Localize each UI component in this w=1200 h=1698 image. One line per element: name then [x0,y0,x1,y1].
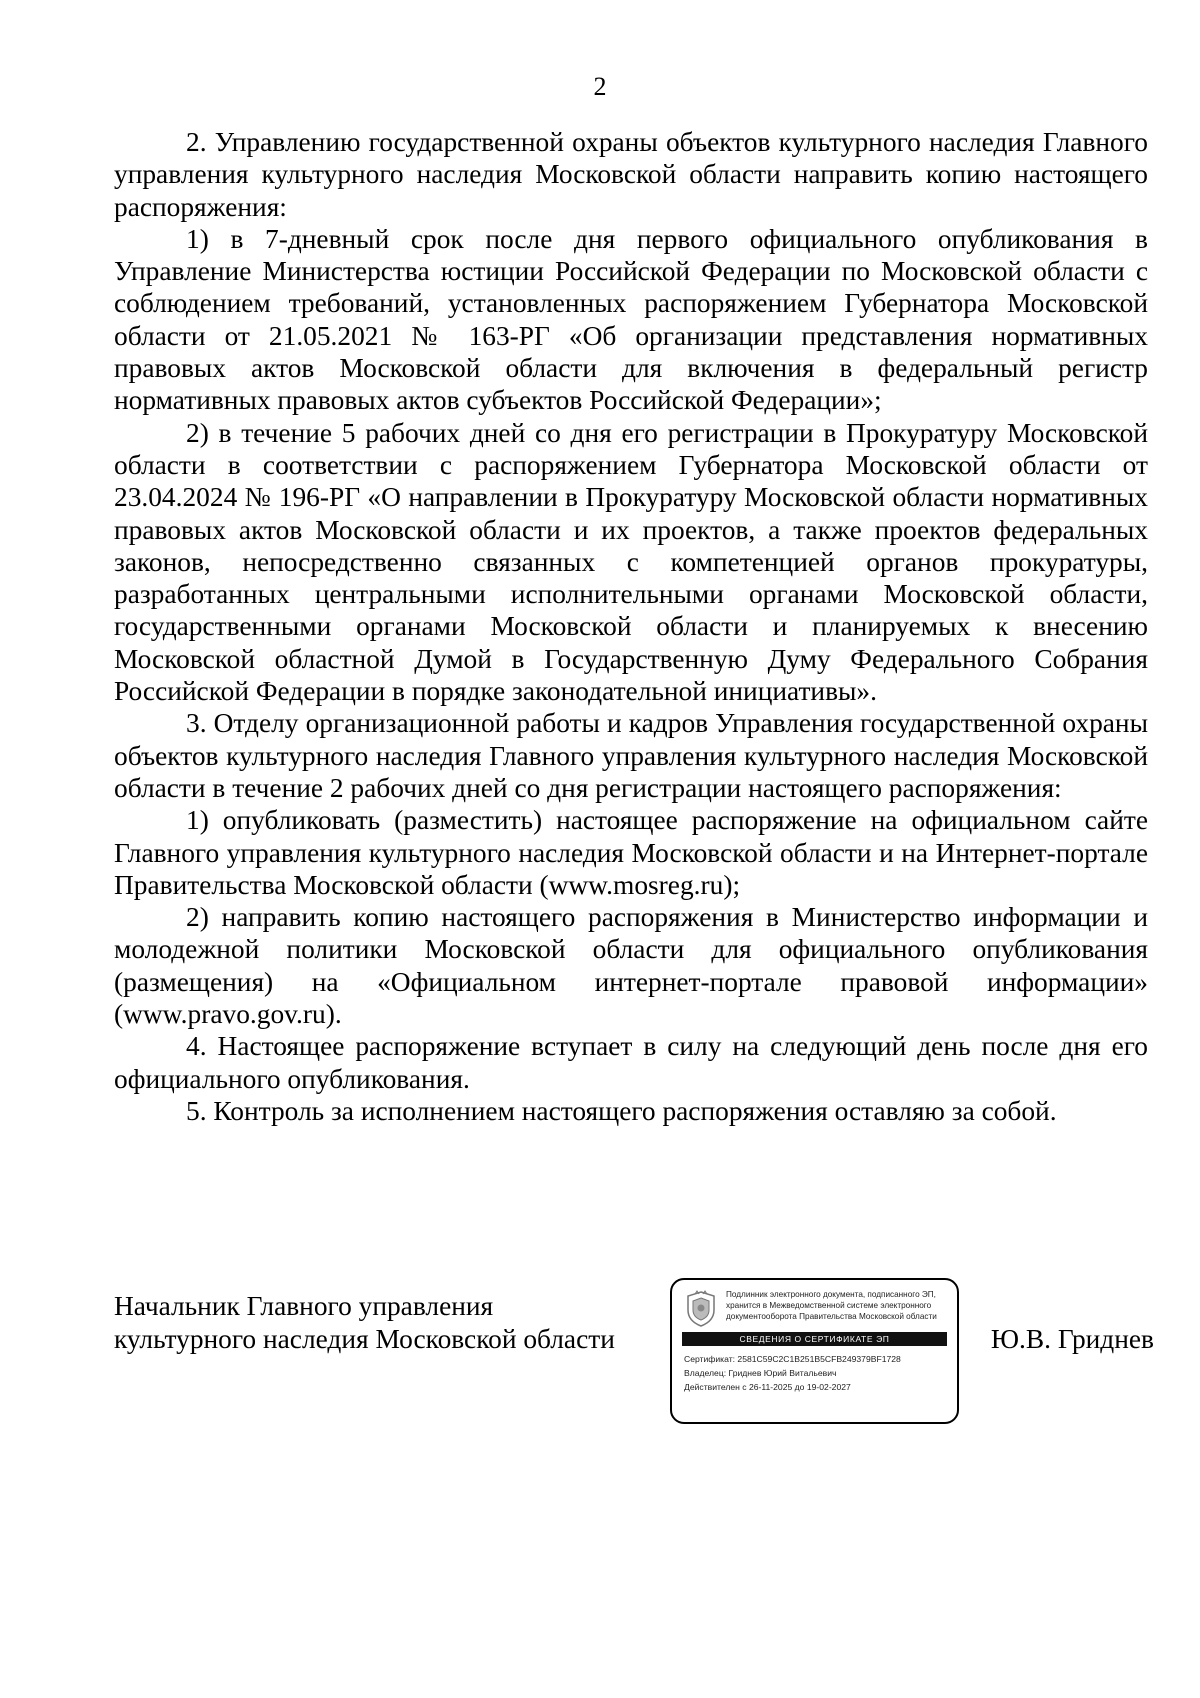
page-number: 2 [593,72,607,101]
stamp-certificate: Сертификат: 2581C59C2C1B251B5CFB249379BF1728 [684,1354,901,1364]
document-body [114,126,1148,1127]
paragraph-2-2: 2) в течение 5 рабочих дней со дня его регистрации в Прокуратуру Московской области в соответствии с распоряжением Губернатора Московской области от 23.04.2024 № 196-РГ «О направлении в Прокуратуру Московской области нормативных правовых актов Московской области и их проектов, а также проектов федеральных законов, непосредственно связанных с компетенцией органов прокуратуры, разработанных центральными исполнительными органами Московской области, государственными органами Московской области и планируемых к внесению Московской областной Думой в Государственную Думу Федерального Собрания Российской Федерации в порядке законодательной инициативы». [114,417,1148,707]
stamp-owner: Владелец: Гриднев Юрий Витальевич [684,1368,837,1378]
stamp-details [684,1352,952,1394]
stamp-validity: Действителен с 26-11-2025 до 19-02-2027 [684,1382,851,1392]
stamp-notice [726,1289,954,1322]
stamp-notice-line3: документооборота Правительства Московской области [726,1312,937,1321]
electronic-signature-stamp [670,1278,959,1424]
paragraph-3-1: 1) опубликовать (разместить) настоящее распоряжение на официальном сайте Главного управления культурного наследия Московской области и на Интернет-портале Правительства Московской области (www.mosreg.ru); [114,805,1148,900]
paragraph-2-1: 1) в 7-дневный срок после дня первого официального опубликования в Управление Министерства юстиции Российской Федерации по Московской области с соблюдением требований, установленных распоряжением Губернатора Московской области от 21.05.2021 № 163-РГ «Об организации представления нормативных правовых актов Московской области для включения в федеральный регистр нормативных правовых актов субъектов Российской Федерации»; [114,223,1148,416]
paragraph-5: 5. Контроль за исполнением настоящего распоряжения оставляю за собой. [186,1095,1057,1126]
stamp-notice-line2: хранится в Межведомственной системе электронного [726,1301,932,1310]
paragraph-3-2: 2) направить копию настоящего распоряжения в Министерство информации и молодежной политики Московской области для официального опубликования (размещения) на «Официальном интернет-портале правовой информации» (www.pravo.gov.ru). [114,902,1148,1030]
signatory-position [114,1290,615,1356]
paragraph-4: 4. Настоящее распоряжение вступает в силу на следующий день после дня его официального опубликования. [114,1031,1148,1094]
paragraph-2: 2. Управлению государственной охраны объектов культурного наследия Главного управления культурного наследия Московской области направить копию настоящего распоряжения: [114,127,1148,222]
stamp-notice-line1: Подлинник электронного документа, подписанного ЭП, [726,1290,936,1299]
signature-block [114,1290,1154,1430]
paragraph-3: 3. Отделу организационной работы и кадров Управления государственной охраны объектов культурного наследия Главного управления культурного наследия Московской области в течение 2 рабочих дней со дня регистрации настоящего распоряжения: [114,708,1148,803]
coat-of-arms-icon [684,1290,718,1328]
stamp-banner: СВЕДЕНИЯ О СЕРТИФИКАТЕ ЭП [682,1332,947,1346]
signatory-position-line1: Начальник Главного управления [114,1291,494,1321]
signatory-position-line2: культурного наследия Московской области [114,1324,615,1354]
signatory-name: Ю.В. Гриднев [990,1324,1154,1354]
